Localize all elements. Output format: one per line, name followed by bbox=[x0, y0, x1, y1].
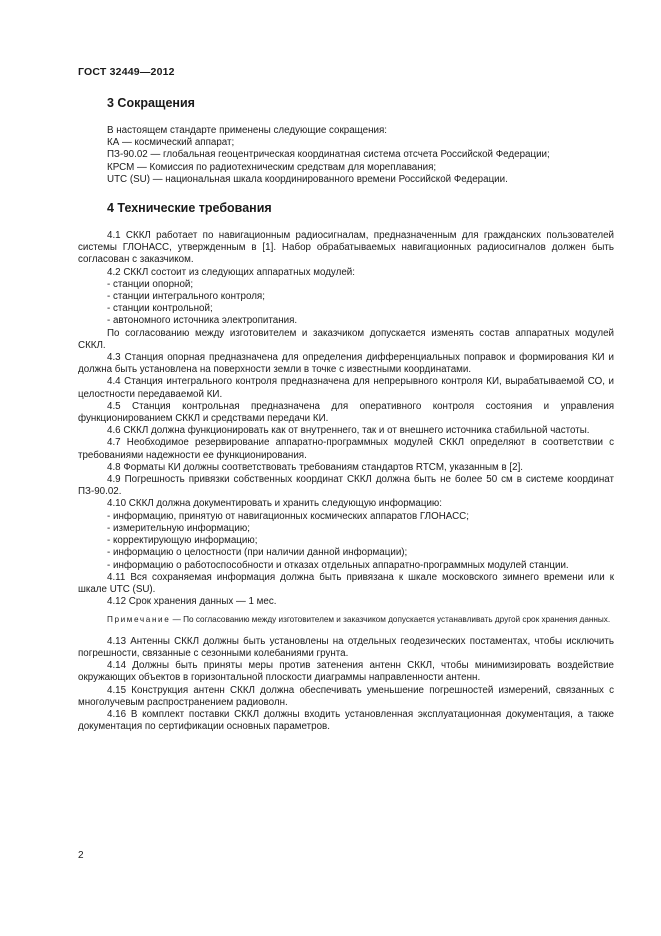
list-item: - информацию о целостности (при наличии данной информации); bbox=[107, 547, 408, 559]
list-item: - станции опорной; bbox=[107, 278, 194, 290]
document-header: ГОСТ 32449—2012 bbox=[78, 66, 175, 78]
page-number: 2 bbox=[78, 850, 84, 861]
clause-4-4: 4.4 Станция интегрального контроля предназначена для непрерывного контроля КИ, вырабатываемой СО, и целостности передаваемой КИ. bbox=[78, 376, 614, 400]
list-item: - информацию о работоспособности и отказах отдельных аппаратно-программных модулей станции. bbox=[107, 559, 569, 571]
clause-4-9: 4.9 Погрешность привязки собственных координат СККЛ должна быть не более 50 см в системе координат ПЗ-90.02. bbox=[78, 474, 614, 498]
section-4-title: 4 Технические требования bbox=[107, 201, 272, 216]
abbreviation-item: ПЗ-90.02 — глобальная геоцентрическая координатная система отсчета Российской Федерации; bbox=[107, 149, 550, 161]
clause-4-3: 4.3 Станция опорная предназначена для определения дифференциальных поправок и формирования КИ и должна быть установлена на поверхности земли в точке с известными координатами. bbox=[78, 352, 614, 376]
list-item: - корректирующую информацию; bbox=[107, 535, 258, 547]
document-body bbox=[78, 95, 614, 733]
clause-4-5: 4.5 Станция контрольная предназначена для оперативного контроля состояния и управления функционированием СККЛ и средствами передачи КИ. bbox=[78, 400, 614, 425]
note-label: Примечание bbox=[107, 615, 171, 625]
clause-4-7: 4.7 Необходимое резервирование аппаратно-программных модулей СККЛ определяют в соответствии с требованиями надежности ее функционирования. bbox=[78, 437, 614, 461]
list-item: - измерительную информацию; bbox=[107, 522, 250, 534]
clause-4-13: 4.13 Антенны СККЛ должны быть установлены на отдельных геодезических постаментах, чтобы исключить погрешности, связанные с сезонными колебаниями грунта. bbox=[78, 635, 614, 660]
clause-4-12: 4.12 Срок хранения данных — 1 мес. bbox=[107, 596, 277, 608]
clause-4-2-note: По согласованию между изготовителем и заказчиком допускается изменять состав аппаратных модулей СККЛ. bbox=[78, 327, 614, 351]
abbreviation-item: UTC (SU) — национальная шкала координированного времени Российской Федерации. bbox=[107, 173, 508, 185]
note-text: — По согласованию между изготовителем и заказчиком допускается устанавливать другой срок хранения данных. bbox=[170, 615, 611, 625]
clause-4-14: 4.14 Должны быть приняты меры против затенения антенн СККЛ, чтобы минимизировать воздействие окружающих объектов в горизонтальной плоскости диаграммы направленности антенн. bbox=[78, 660, 614, 684]
clause-4-6: 4.6 СККЛ должна функционировать как от внутреннего, так и от внешнего источника стабильной частоты. bbox=[107, 425, 590, 437]
clause-4-8: 4.8 Форматы КИ должны соответствовать требованиям стандартов RTCM, указанным в [2]. bbox=[107, 461, 524, 473]
abbreviation-item: КРСМ — Комиссия по радиотехническим средствам для мореплавания; bbox=[107, 161, 437, 173]
section-3-title: 3 Сокращения bbox=[107, 96, 195, 110]
abbreviation-item: КА — космический аппарат; bbox=[107, 137, 235, 149]
clause-4-11: 4.11 Вся сохраняемая информация должна быть привязана к шкале московского зимнего времени или к шкале UTC (SU). bbox=[78, 571, 614, 595]
section-3-intro: В настоящем стандарте применены следующие сокращения: bbox=[107, 125, 387, 136]
note bbox=[78, 614, 614, 626]
list-item: - информацию, принятую от навигационных космических аппаратов ГЛОНАСС; bbox=[107, 510, 469, 522]
clause-4-10: 4.10 СККЛ должна документировать и хранить следующую информацию: bbox=[107, 498, 442, 510]
clause-4-2: 4.2 СККЛ состоит из следующих аппаратных модулей: bbox=[107, 266, 355, 278]
list-item: - станции контрольной; bbox=[107, 303, 213, 315]
list-item: - автономного источника электропитания. bbox=[107, 315, 298, 327]
clause-4-16: 4.16 В комплект поставки СККЛ должны входить установленная эксплуатационная документация, а также документация по сертификации основных параметров. bbox=[78, 709, 614, 733]
clause-4-15: 4.15 Конструкция антенн СККЛ должна обеспечивать уменьшение погрешностей измерений, связанных с многолучевым распространением радиоволн. bbox=[78, 684, 614, 708]
list-item: - станции интегрального контроля; bbox=[107, 291, 265, 303]
clause-4-1: 4.1 СККЛ работает по навигационным радиосигналам, предназначенным для гражданских пользователей системы ГЛОНАСС, утвержденным в [1]. Набор обрабатываемых навигационных радиосигналов должен быть согласован с заказчиком. bbox=[78, 230, 614, 266]
